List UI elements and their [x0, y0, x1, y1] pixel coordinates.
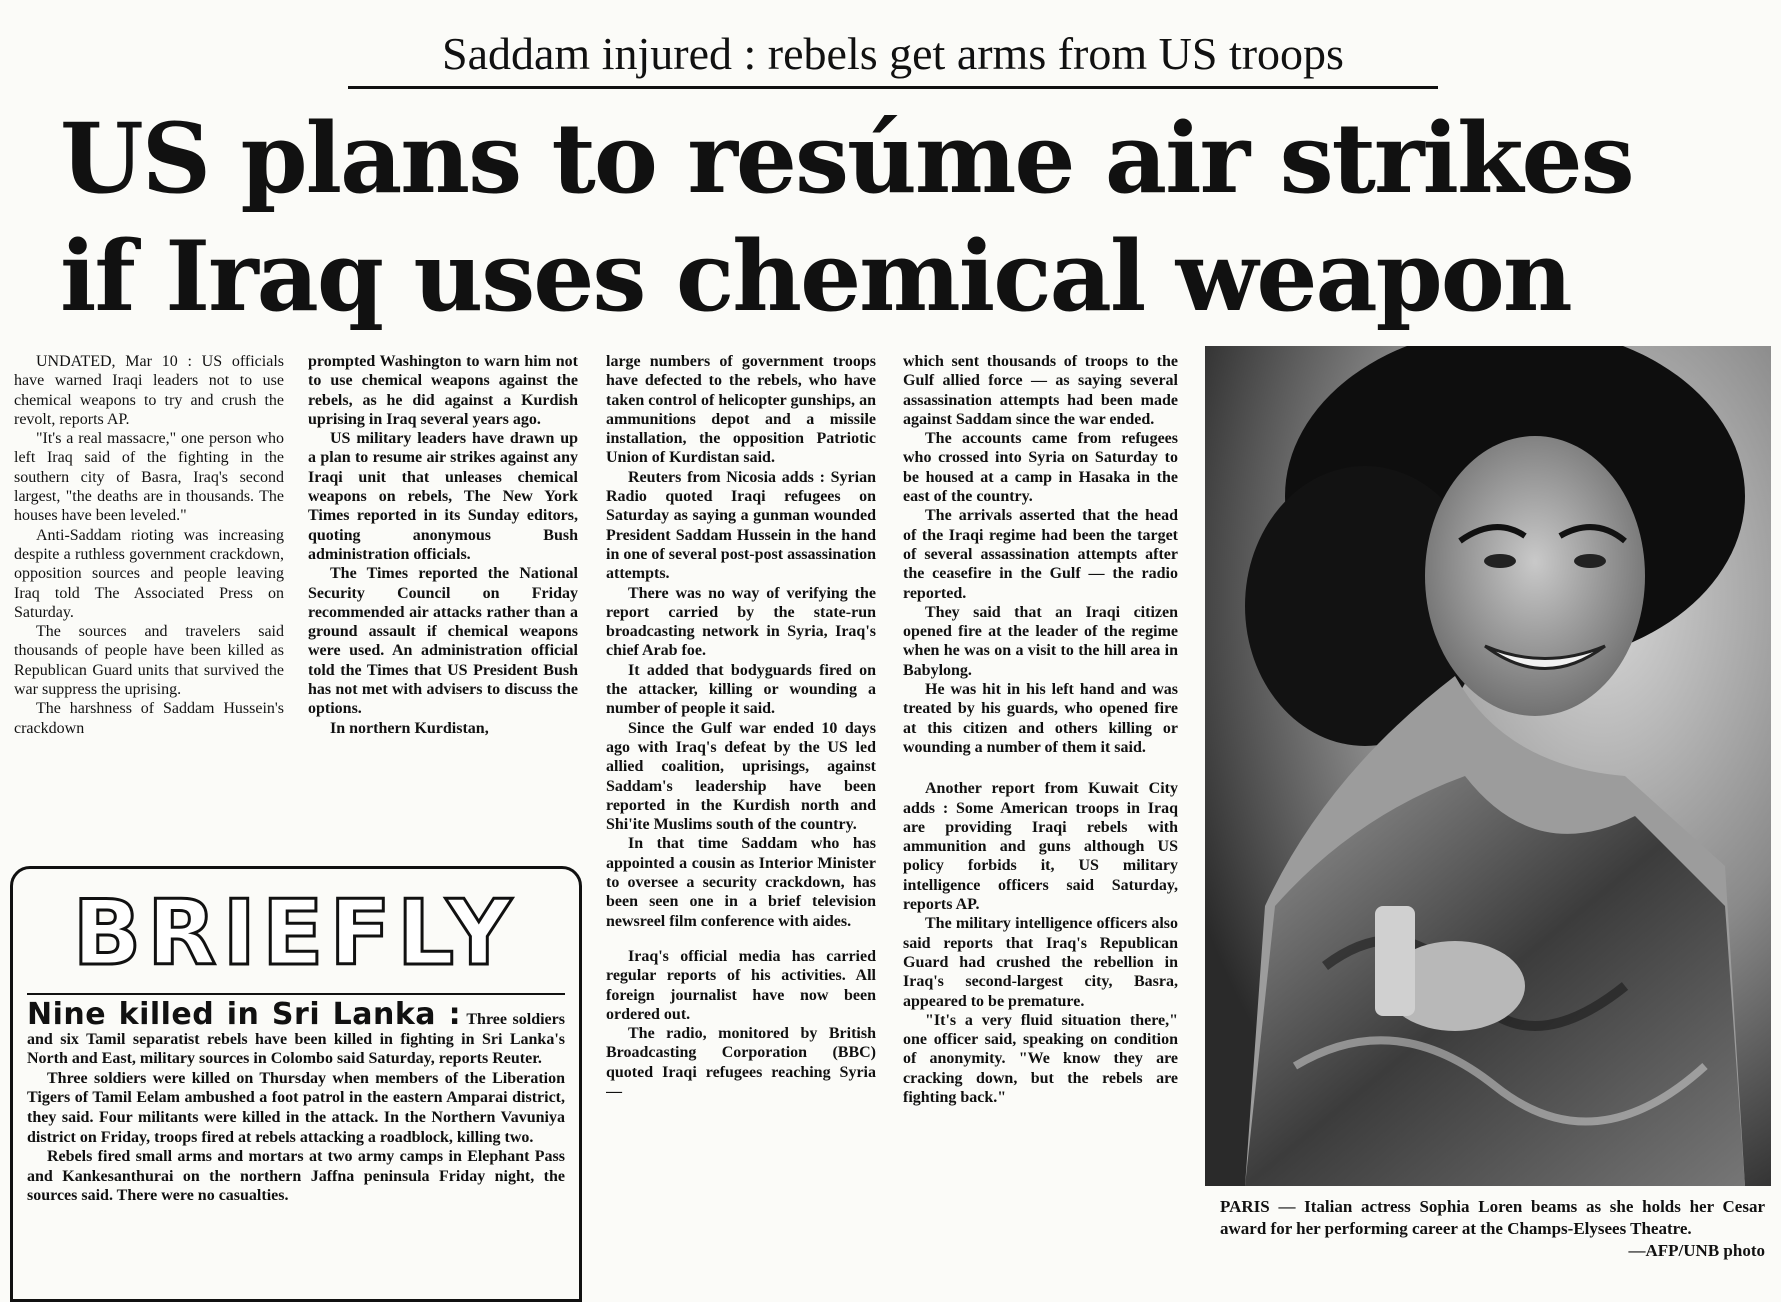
briefly-box [10, 866, 582, 1302]
article-paragraph: which sent thousands of troops to the Gulf allied force — as saying several assassination attempts had been made against Saddam since the war ended. [903, 353, 1178, 428]
article-paragraph: It added that bodyguards fired on the attacker, killing or wounding a number of people it said. [606, 661, 876, 718]
article-paragraph: The military intelligence officers also said reports that Iraq's Republican Guard had crushed the rebellion in Iraq's second-largest city, Basra, appeared to be premature. [903, 915, 1178, 1010]
article-column-2 [308, 352, 578, 836]
article-paragraph: UNDATED, Mar 10 : US officials have warned Iraqi leaders not to use chemical weapons to try and crush the revolt, reports AP. [14, 353, 284, 428]
article-paragraph: US military leaders have drawn up a plan to resume air strikes against any Iraqi unit that unleases chemical weapons on rebels, The New York Times reported in its Sunday editors, quoting anonymous Bush administration officials. [308, 430, 578, 563]
article-paragraph: In that time Saddam who has appointed a cousin as Interior Minister to oversee a security crackdown, has been seen one in a brief television newsreel film conference with aides. [606, 835, 876, 930]
article-column-1 [14, 352, 284, 836]
photo-credit: —AFP/UNB photo [1628, 1241, 1765, 1260]
article-paragraph: "It's a very fluid situation there," one officer said, speaking on condition of anonymity. "We know they are cracking down, but the rebels are fighting back." [903, 1011, 1178, 1106]
article-paragraph: The sources and travelers said thousands of people have been killed as Republican Guard units that survived the war suppress the uprising. [14, 623, 284, 699]
article-column-3 [606, 352, 876, 1276]
article-paragraph: Another report from Kuwait City adds : Some American troops in Iraq are providing Iraqi rebels with ammunition and guns although US policy forbids it, US military intelligence officers said Saturday, reports AP. [903, 780, 1178, 914]
article-paragraph: There was no way of verifying the report carried by the state-run broadcasting network in Syria, Iraq's chief Arab foe. [606, 584, 876, 660]
article-paragraph: large numbers of government troops have defected to the rebels, who have taken control of helicopter gunships, an ammunitions depot and a missile installation, the opposition Patriotic Union of Kurdistan said. [606, 353, 876, 467]
article-paragraph: They said that an Iraqi citizen opened fire at the leader of the regime when he was on a visit to the hill area in Babylong. [903, 603, 1178, 679]
kicker-headline: Saddam injured : rebels get arms from US troops [348, 22, 1438, 89]
headline-line-2: if Iraq uses chemical weapon [60, 220, 1571, 333]
main-headline [60, 100, 1750, 336]
article-paragraph: Anti-Saddam rioting was increasing despite a ruthless government crackdown, opposition sources and people leaving Iraq told The Associated Press on Saturday. [14, 526, 284, 621]
briefly-paragraph: Three soldiers were killed on Thursday when members of the Liberation Tigers of Tamil Eelam ambushed a foot patrol in the eastern Amparai district, they said. Four militants were killed in the attack. In the Northern Vavuniya district on Friday, troops fired at rebels attacking a roadblock, killing two. [27, 1069, 565, 1146]
headline-line-1: US plans to resúme air strikes [60, 102, 1633, 215]
briefly-logo: BRIEFLY [35, 885, 555, 981]
briefly-story-title: Nine killed in Sri Lanka : [27, 997, 462, 1032]
briefly-lead: Three soldiers and six Tamil separatist rebels have been killed in fighting in Sri Lanka's North and East, military sources in Colombo said Saturday, reports Reuter. [27, 1011, 565, 1068]
article-paragraph: The arrivals asserted that the head of the Iraqi regime had been the target of several assassination attempts after the ceasefire in the Gulf — the radio reported. [903, 507, 1178, 602]
article-paragraph: Reuters from Nicosia adds : Syrian Radio quoted Iraqi refugees on Saturday as saying a gunman wounded President Saddam Hussein in the hand in one of several post-post assassination attempts. [606, 468, 876, 583]
article-paragraph: Iraq's official media has carried regular reports of his activities. All foreign journalist have now been ordered out. [606, 947, 876, 1023]
photo-illustration [1205, 346, 1771, 1186]
article-paragraph: In northern Kurdistan, [330, 719, 489, 737]
article-paragraph: The accounts came from refugees who crossed into Syria on Saturday to be housed at a camp in Hasaka in the east of the country. [903, 430, 1178, 506]
article-paragraph: The Times reported the National Security Council on Friday recommended air attacks rather than a ground assault if chemical weapons were used. An administration official told the Times that US President Bush has not met with advisers to discuss the options. [308, 565, 578, 718]
article-paragraph: The radio, monitored by British Broadcasting Corporation (BBC) quoted Iraqi refugees reaching Syria — [606, 1025, 876, 1100]
article-paragraph: He was hit in his left hand and was treated by his guards, who opened fire at this citizen and others killing or wounding a number of them it said. [903, 681, 1178, 756]
news-photo [1205, 346, 1771, 1186]
caption-text: PARIS — Italian actress Sophia Loren beams as she holds her Cesar award for her performing career at the Champs-Elysees Theatre. [1220, 1197, 1765, 1238]
briefly-paragraph: Rebels fired small arms and mortars at two army camps in Elephant Pass and Kankesanthurai on the northern Jaffna peninsula Friday night, the sources said. There were no casualties. [27, 1148, 565, 1205]
photo-caption [1220, 1196, 1765, 1262]
article-column-4 [903, 352, 1178, 1276]
article-paragraph: "It's a real massacre," one person who left Iraq said of the fighting in the southern city of Basra, Iraq's second largest, "the deaths are in thousands. The houses have been leveled." [14, 430, 284, 525]
article-paragraph: prompted Washington to warn him not to use chemical weapons against the rebels, as he did against a Kurdish uprising in Iraq several years ago. [308, 353, 578, 428]
article-paragraph: Since the Gulf war ended 10 days ago with Iraq's defeat by the US led allied coalition, uprisings, against Saddam's leadership have been reported in the Kurdish north and Shi'ite Muslims south of the country. [606, 719, 876, 834]
briefly-story [27, 997, 565, 1206]
article-paragraph: The harshness of Saddam Hussein's crackdown [14, 700, 284, 737]
